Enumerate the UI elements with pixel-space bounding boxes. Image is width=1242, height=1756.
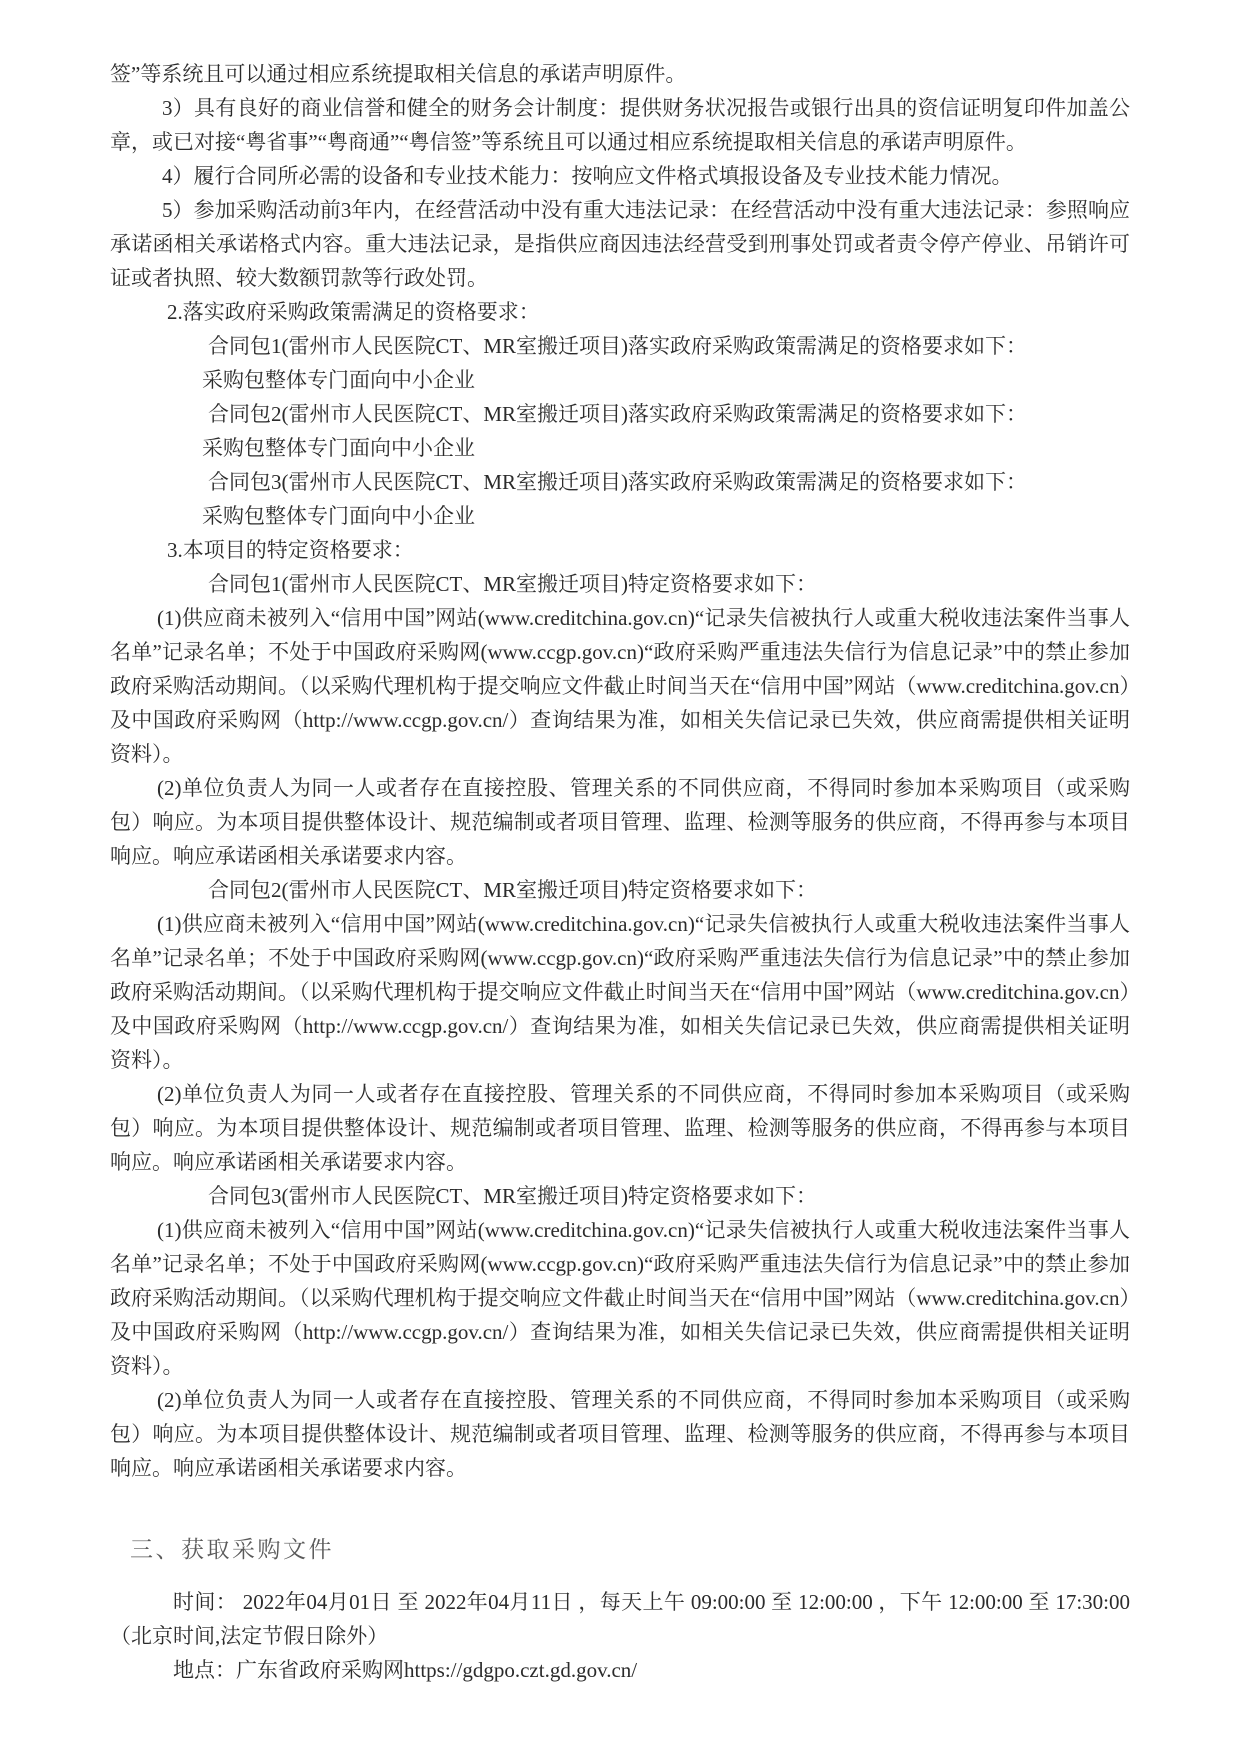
body-paragraph-item-3: 3）具有良好的商业信誉和健全的财务会计制度：提供财务状况报告或银行出具的资信证明复印件加盖公章，或已对接“粤省事”“粤商通”“粤信签”等系统且可以通过相应系统提取相关信息的承诺声明原件。 — [110, 96, 1130, 154]
body-paragraph-section-2: 2.落实政府采购政策需满足的资格要求： — [167, 300, 540, 324]
body-paragraph-package-3-req-1: (1)供应商未被列入“信用中国”网站(www.creditchina.gov.cn)“记录失信被执行人或重大税收违法案件当事人名单”记录名单；不处于中国政府采购网(www.ccgp.gov.cn)“政府采购严重违法失信行为信息记录”中的禁止参加政府采购活动期间。（以采购代理机构于提交响应文件截止时间当天在“信用中国”网站（www.creditchina.gov.cn）及中国政府采购网（http://www.ccgp.gov.cn/）查询结果为准，如相关失信记录已失效，供应商需提供相关证明资料）。 — [110, 1218, 1130, 1378]
doc-location-line: 地点：广东省政府采购网https://gdgpo.czt.gd.gov.cn/ — [173, 1658, 638, 1682]
body-paragraph-package-1-policy: 合同包1(雷州市人民医院CT、MR室搬迁项目)落实政府采购政策需满足的资格要求如下： — [208, 334, 1027, 358]
body-paragraph-package-1-req-1: (1)供应商未被列入“信用中国”网站(www.creditchina.gov.cn)“记录失信被执行人或重大税收违法案件当事人名单”记录名单；不处于中国政府采购网(www.ccgp.gov.cn)“政府采购严重违法失信行为信息记录”中的禁止参加政府采购活动期间。（以采购代理机构于提交响应文件截止时间当天在“信用中国”网站（www.creditchina.gov.cn）及中国政府采购网（http://www.ccgp.gov.cn/）查询结果为准，如相关失信记录已失效，供应商需提供相关证明资料）。 — [110, 606, 1130, 766]
body-paragraph-continuation: 签”等系统且可以通过相应系统提取相关信息的承诺声明原件。 — [110, 62, 687, 86]
body-paragraph-package-3-policy: 合同包3(雷州市人民医院CT、MR室搬迁项目)落实政府采购政策需满足的资格要求如下： — [208, 470, 1027, 494]
body-paragraph-package-1-specific: 合同包1(雷州市人民医院CT、MR室搬迁项目)特定资格要求如下： — [208, 572, 817, 596]
body-paragraph-package-1-req-2: (2)单位负责人为同一人或者存在直接控股、管理关系的不同供应商，不得同时参加本采购项目（或采购包）响应。为本项目提供整体设计、规范编制或者项目管理、监理、检测等服务的供应商，不得再参与本项目响应。响应承诺函相关承诺要求内容。 — [110, 776, 1130, 868]
body-paragraph-item-5: 5）参加采购活动前3年内，在经营活动中没有重大违法记录：在经营活动中没有重大违法记录：参照响应承诺函相关承诺格式内容。重大违法记录，是指供应商因违法经营受到刑事处罚或者责令停产停业、吊销许可证或者执照、较大数额罚款等行政处罚。 — [110, 198, 1130, 290]
body-paragraph-package-3-req-2: (2)单位负责人为同一人或者存在直接控股、管理关系的不同供应商，不得同时参加本采购项目（或采购包）响应。为本项目提供整体设计、规范编制或者项目管理、监理、检测等服务的供应商，不得再参与本项目响应。响应承诺函相关承诺要求内容。 — [110, 1388, 1130, 1480]
body-paragraph-package-2-req-2: (2)单位负责人为同一人或者存在直接控股、管理关系的不同供应商，不得同时参加本采购项目（或采购包）响应。为本项目提供整体设计、规范编制或者项目管理、监理、检测等服务的供应商，不得再参与本项目响应。响应承诺函相关承诺要求内容。 — [110, 1082, 1130, 1174]
body-paragraph-item-4: 4）履行合同所必需的设备和专业技术能力：按响应文件格式填报设备及专业技术能力情况。 — [162, 164, 1013, 188]
body-paragraph-package-2-sme: 采购包整体专门面向中小企业 — [202, 436, 475, 460]
section-heading-obtain-documents: 三、获取采购文件 — [130, 1537, 334, 1562]
body-paragraph-section-3: 3.本项目的特定资格要求： — [167, 538, 414, 562]
doc-time-line: 时间： 2022年04月01日 至 2022年04月11日 ，每天上午 09:00:00 至 12:00:00 ，下午 12:00:00 至 17:30:00 （北京时间,法定节假日除外） — [110, 1590, 1130, 1648]
body-paragraph-package-3-specific: 合同包3(雷州市人民医院CT、MR室搬迁项目)特定资格要求如下： — [208, 1184, 817, 1208]
body-paragraph-package-1-sme: 采购包整体专门面向中小企业 — [202, 368, 475, 392]
body-paragraph-package-2-req-1: (1)供应商未被列入“信用中国”网站(www.creditchina.gov.cn)“记录失信被执行人或重大税收违法案件当事人名单”记录名单；不处于中国政府采购网(www.ccgp.gov.cn)“政府采购严重违法失信行为信息记录”中的禁止参加政府采购活动期间。（以采购代理机构于提交响应文件截止时间当天在“信用中国”网站（www.creditchina.gov.cn）及中国政府采购网（http://www.ccgp.gov.cn/）查询结果为准，如相关失信记录已失效，供应商需提供相关证明资料）。 — [110, 912, 1130, 1072]
body-paragraph-package-2-specific: 合同包2(雷州市人民医院CT、MR室搬迁项目)特定资格要求如下： — [208, 878, 817, 902]
body-paragraph-package-3-sme: 采购包整体专门面向中小企业 — [202, 504, 475, 528]
body-paragraph-package-2-policy: 合同包2(雷州市人民医院CT、MR室搬迁项目)落实政府采购政策需满足的资格要求如下： — [208, 402, 1027, 426]
